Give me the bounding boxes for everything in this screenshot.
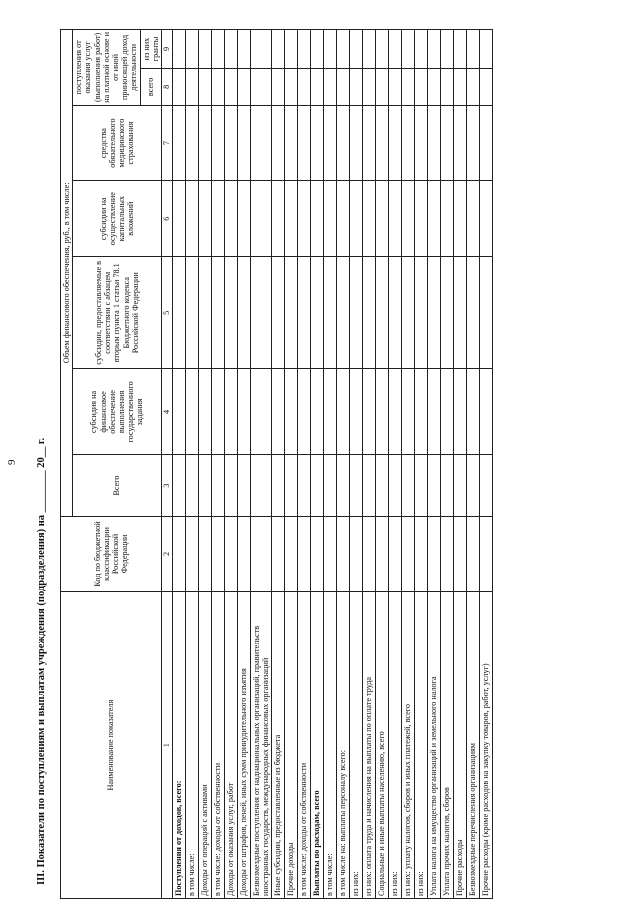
value-cell[interactable] [467,369,480,455]
table-row [285,30,298,899]
value-cell[interactable] [389,516,402,592]
value-cell[interactable] [376,369,389,455]
value-cell[interactable] [480,30,493,69]
value-cell[interactable] [480,516,493,592]
value-cell[interactable] [337,369,350,455]
table-row [441,30,454,899]
heading-year-suffix: г. [36,437,47,445]
table-row [211,30,224,899]
value-cell[interactable] [480,181,493,257]
row-label: в том числе: доходы от собственности [298,592,311,899]
row-label: Социальные и иные выплаты населению, всего [376,592,389,899]
table-row [237,30,250,899]
table-row [480,30,493,899]
heading-blank: ________ [36,470,47,513]
value-cell[interactable] [298,181,311,257]
value-cell[interactable] [350,30,363,69]
value-cell[interactable] [172,455,185,516]
value-cell[interactable] [454,369,467,455]
column-number: 3 [161,455,172,516]
table-row [185,30,198,899]
value-cell[interactable] [311,68,324,105]
row-label: Прочие расходы (кроме расходов на закупку товаров, работ, услуг) [480,592,493,899]
row-label: в том числе: доходы от собственности [211,592,224,899]
table-row [272,30,285,899]
value-cell[interactable] [324,516,337,592]
value-cell[interactable] [198,30,211,69]
value-cell[interactable] [172,516,185,592]
value-cell[interactable] [454,257,467,369]
header-paid-total: всего [140,68,161,105]
header-total: Всего [73,455,162,516]
row-label: в том числе: [185,592,198,899]
value-cell[interactable] [389,30,402,69]
value-cell[interactable] [480,369,493,455]
value-cell[interactable] [272,455,285,516]
value-cell[interactable] [250,30,271,69]
column-number-row [161,30,172,899]
header-paid-grants: из них гранты [140,30,161,69]
table-row [298,30,311,899]
value-cell[interactable] [250,369,271,455]
value-cell[interactable] [441,455,454,516]
row-label: Доходы от штрафов, пеней, иных сумм принудительного изъятия [237,592,250,899]
value-cell[interactable] [211,516,224,592]
value-cell[interactable] [441,105,454,181]
value-cell[interactable] [350,68,363,105]
value-cell[interactable] [467,105,480,181]
row-label: Поступления от доходов, всего: [172,592,185,899]
value-cell[interactable] [428,30,441,69]
value-cell[interactable] [250,105,271,181]
value-cell[interactable] [441,181,454,257]
value-cell[interactable] [224,455,237,516]
value-cell[interactable] [285,181,298,257]
value-cell[interactable] [272,68,285,105]
value-cell[interactable] [363,257,376,369]
value-cell[interactable] [441,30,454,69]
value-cell[interactable] [363,516,376,592]
value-cell[interactable] [224,68,237,105]
value-cell[interactable] [185,516,198,592]
value-cell[interactable] [237,369,250,455]
value-cell[interactable] [185,30,198,69]
header-code: Код по бюджетной классификации Российской Федерации [61,516,162,592]
value-cell[interactable] [224,369,237,455]
header-paid-group: поступления от оказания услуг (выполнения работ) на платной основе и от иной приносящей доход деятельности [73,30,140,106]
row-label: из них: [350,592,363,899]
row-label: Доходы от операций с активами [198,592,211,899]
value-cell[interactable] [298,516,311,592]
value-cell[interactable] [363,369,376,455]
value-cell[interactable] [363,30,376,69]
value-cell[interactable] [350,516,363,592]
value-cell[interactable] [389,257,402,369]
value-cell[interactable] [198,105,211,181]
value-cell[interactable] [198,68,211,105]
value-cell[interactable] [250,516,271,592]
value-cell[interactable] [454,30,467,69]
value-cell[interactable] [428,369,441,455]
value-cell[interactable] [415,369,428,455]
value-cell[interactable] [415,30,428,69]
row-label: в том числе на: выплаты персоналу всего: [337,592,350,899]
value-cell[interactable] [363,181,376,257]
value-cell[interactable] [285,369,298,455]
value-cell[interactable] [185,455,198,516]
value-cell[interactable] [250,181,271,257]
value-cell[interactable] [441,516,454,592]
header-financing-group: Объем финансового обеспечения, руб., в том числе: [61,30,73,517]
value-cell[interactable] [454,68,467,105]
value-cell[interactable] [350,455,363,516]
value-cell[interactable] [376,516,389,592]
value-cell[interactable] [350,257,363,369]
value-cell[interactable] [172,30,185,69]
value-cell[interactable] [415,516,428,592]
header-col4: субсидия на финансовое обеспечение выполнения государственного задания [73,369,162,455]
value-cell[interactable] [389,105,402,181]
value-cell[interactable] [272,516,285,592]
value-cell[interactable] [298,369,311,455]
value-cell[interactable] [250,257,271,369]
value-cell[interactable] [337,30,350,69]
value-cell[interactable] [172,369,185,455]
value-cell[interactable] [272,257,285,369]
value-cell[interactable] [237,30,250,69]
value-cell[interactable] [311,181,324,257]
value-cell[interactable] [454,455,467,516]
value-cell[interactable] [480,455,493,516]
value-cell[interactable] [467,181,480,257]
row-label: Прочие доходы [285,592,298,899]
value-cell[interactable] [376,257,389,369]
value-cell[interactable] [376,68,389,105]
value-cell[interactable] [224,516,237,592]
value-cell[interactable] [389,369,402,455]
value-cell[interactable] [402,516,415,592]
value-cell[interactable] [298,105,311,181]
value-cell[interactable] [350,105,363,181]
value-cell[interactable] [198,516,211,592]
column-number: 8 [161,68,172,105]
value-cell[interactable] [337,257,350,369]
value-cell[interactable] [454,105,467,181]
table-row [402,30,415,899]
value-cell[interactable] [185,105,198,181]
value-cell[interactable] [311,257,324,369]
value-cell[interactable] [454,516,467,592]
value-cell[interactable] [428,257,441,369]
value-cell[interactable] [185,257,198,369]
row-label: Уплата налога на имущество организаций и земельного налога [428,592,441,899]
column-number: 5 [161,257,172,369]
value-cell[interactable] [272,369,285,455]
column-number: 7 [161,105,172,181]
value-cell[interactable] [211,455,224,516]
value-cell[interactable] [285,30,298,69]
value-cell[interactable] [285,105,298,181]
table-row [311,30,324,899]
value-cell[interactable] [389,181,402,257]
table-row [350,30,363,899]
value-cell[interactable] [224,257,237,369]
value-cell[interactable] [298,30,311,69]
row-label: из них: [389,592,402,899]
table-row [454,30,467,899]
value-cell[interactable] [480,257,493,369]
value-cell[interactable] [350,181,363,257]
value-cell[interactable] [198,455,211,516]
value-cell[interactable] [311,105,324,181]
value-cell[interactable] [337,105,350,181]
value-cell[interactable] [467,455,480,516]
value-cell[interactable] [402,181,415,257]
table-row [224,30,237,899]
value-cell[interactable] [402,257,415,369]
heading-year-prefix: 20 [36,457,47,468]
value-cell[interactable] [237,105,250,181]
row-label: из них: уплату налогов, сборов и иных платежей, всего [402,592,415,899]
value-cell[interactable] [324,369,337,455]
table-row [467,30,480,899]
row-label: Безвозмездные перечисления организациям [467,592,480,899]
value-cell[interactable] [337,68,350,105]
value-cell[interactable] [211,257,224,369]
value-cell[interactable] [428,68,441,105]
row-label: Доходы от оказания услуг, работ [224,592,237,899]
table-row [172,30,185,899]
value-cell[interactable] [185,181,198,257]
value-cell[interactable] [237,68,250,105]
value-cell[interactable] [224,30,237,69]
value-cell[interactable] [467,516,480,592]
value-cell[interactable] [224,105,237,181]
section-heading [36,438,47,885]
value-cell[interactable] [211,181,224,257]
value-cell[interactable] [415,257,428,369]
value-cell[interactable] [172,68,185,105]
page-number: 9 [6,459,18,465]
table-row [428,30,441,899]
value-cell[interactable] [324,181,337,257]
table-row [337,30,350,899]
value-cell[interactable] [211,105,224,181]
table-row [250,30,271,899]
value-cell[interactable] [324,105,337,181]
value-cell[interactable] [402,105,415,181]
header-col7: средства обязательного медицинского страхования [73,105,162,181]
value-cell[interactable] [428,455,441,516]
indicators-table [60,29,493,899]
value-cell[interactable] [428,105,441,181]
value-cell[interactable] [198,369,211,455]
value-cell[interactable] [363,105,376,181]
header-indicator: Наименование показателя [61,592,162,899]
value-cell[interactable] [172,181,185,257]
value-cell[interactable] [250,68,271,105]
value-cell[interactable] [402,369,415,455]
value-cell[interactable] [441,369,454,455]
value-cell[interactable] [415,181,428,257]
row-label: Безвозмездные поступления от наднациональных организаций, правительств иностранных государств, международных финансовых организаций [250,592,271,899]
value-cell[interactable] [415,68,428,105]
value-cell[interactable] [272,30,285,69]
column-number: 9 [161,30,172,69]
value-cell[interactable] [454,181,467,257]
value-cell[interactable] [285,516,298,592]
value-cell[interactable] [428,516,441,592]
header-col6: субсидии на осуществление капитальных вложений [73,181,162,257]
value-cell[interactable] [389,455,402,516]
value-cell[interactable] [467,30,480,69]
value-cell[interactable] [224,181,237,257]
value-cell[interactable] [250,455,271,516]
value-cell[interactable] [298,68,311,105]
value-cell[interactable] [324,68,337,105]
value-cell[interactable] [376,455,389,516]
value-cell[interactable] [324,30,337,69]
value-cell[interactable] [441,257,454,369]
row-label: из них: оплата труда и начисления на выплаты по оплате труда [363,592,376,899]
value-cell[interactable] [415,455,428,516]
heading-text: III. Показатели по поступлениям и выплатам учреждения (подразделения) на [36,514,47,885]
heading-year-blank: __ [36,446,47,458]
row-label: в том числе: [324,592,337,899]
value-cell[interactable] [363,68,376,105]
value-cell[interactable] [272,181,285,257]
value-cell[interactable] [337,455,350,516]
header-col5: субсидии, предоставляемые в соответствии с абзацем вторым пункта 1 статьи 78.1 Бюджетного кодекса Российской Федерации [73,257,162,369]
value-cell[interactable] [480,68,493,105]
value-cell[interactable] [428,181,441,257]
value-cell[interactable] [237,516,250,592]
value-cell[interactable] [389,68,402,105]
value-cell[interactable] [376,30,389,69]
value-cell[interactable] [467,68,480,105]
row-label: Уплата прочих налогов, сборов [441,592,454,899]
value-cell[interactable] [402,68,415,105]
value-cell[interactable] [324,257,337,369]
row-label: из них: [415,592,428,899]
value-cell[interactable] [402,30,415,69]
table-row [324,30,337,899]
value-cell[interactable] [311,369,324,455]
table-row [415,30,428,899]
value-cell[interactable] [272,105,285,181]
value-cell[interactable] [363,455,376,516]
value-cell[interactable] [311,516,324,592]
value-cell[interactable] [467,257,480,369]
value-cell[interactable] [211,30,224,69]
value-cell[interactable] [285,68,298,105]
table-row [389,30,402,899]
value-cell[interactable] [376,105,389,181]
value-cell[interactable] [337,516,350,592]
table-row [363,30,376,899]
value-cell[interactable] [172,105,185,181]
value-cell[interactable] [311,455,324,516]
column-number: 6 [161,181,172,257]
column-number: 2 [161,516,172,592]
value-cell[interactable] [350,369,363,455]
row-label: Прочие расходы [454,592,467,899]
value-cell[interactable] [441,68,454,105]
table-body [172,30,492,899]
value-cell[interactable] [237,257,250,369]
value-cell[interactable] [211,369,224,455]
row-label: Иные субсидии, предоставленные из бюджета [272,592,285,899]
value-cell[interactable] [198,257,211,369]
value-cell[interactable] [237,181,250,257]
value-cell[interactable] [237,455,250,516]
value-cell[interactable] [324,455,337,516]
value-cell[interactable] [211,68,224,105]
value-cell[interactable] [415,105,428,181]
value-cell[interactable] [198,181,211,257]
value-cell[interactable] [402,455,415,516]
table-row [198,30,211,899]
value-cell[interactable] [185,68,198,105]
value-cell[interactable] [298,257,311,369]
column-number: 4 [161,369,172,455]
value-cell[interactable] [337,181,350,257]
table-row [376,30,389,899]
value-cell[interactable] [172,257,185,369]
value-cell[interactable] [285,257,298,369]
value-cell[interactable] [185,369,198,455]
value-cell[interactable] [311,30,324,69]
row-label: Выплаты по расходам, всего [311,592,324,899]
column-number: 1 [161,592,172,899]
value-cell[interactable] [480,105,493,181]
value-cell[interactable] [298,455,311,516]
value-cell[interactable] [285,455,298,516]
value-cell[interactable] [376,181,389,257]
